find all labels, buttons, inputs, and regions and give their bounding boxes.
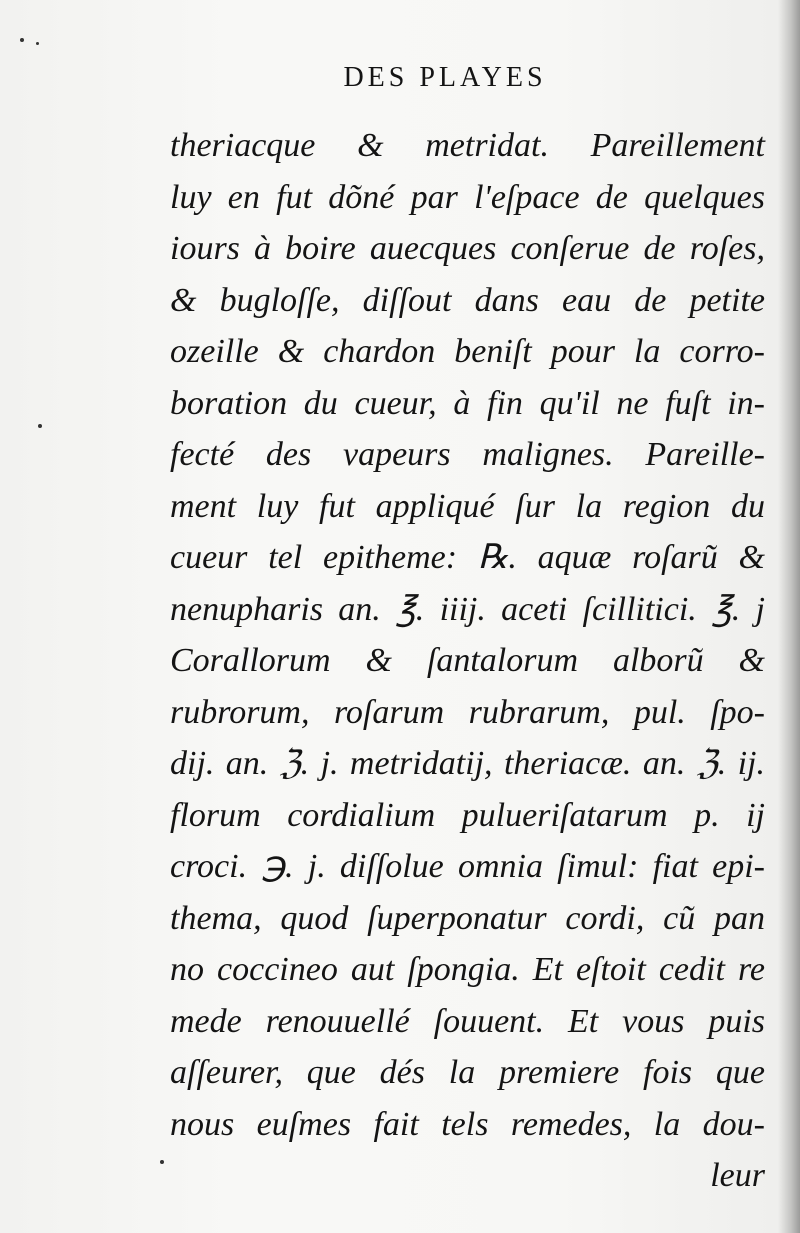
text-line: theriacque & metridat. Pareillement (170, 127, 765, 164)
ink-speck (20, 38, 24, 42)
text-line: luy en fut dõné par l'eſpace de quelques (170, 178, 765, 216)
text-line: & bugloſſe, diſſout dans eau de petite (170, 281, 765, 319)
text-line: cueur tel epitheme: ℞. aquæ roſarũ & (170, 539, 765, 576)
page-gutter-shadow (778, 0, 800, 1233)
body-text (170, 120, 765, 1202)
text-line: ozeille & chardon beniſt pour la corro- (170, 333, 765, 370)
text-line: florum cordialium pulueriſatarum p. ij (170, 796, 765, 834)
ink-speck (36, 42, 39, 45)
catchword: leur (710, 1157, 765, 1194)
text-line: dij. an. ℨ. j. metridatij, theriacæ. an. ℨ. ij. (170, 745, 765, 782)
text-line: nous euſmes fait tels remedes, la dou- (170, 1105, 765, 1143)
text-line: rubrorum, roſarum rubrarum, pul. ſpo- (170, 693, 765, 731)
text-line: croci. ℈. j. diſſolue omnia ſimul: fiat epi- (170, 848, 765, 885)
text-line: thema, quod ſuperponatur cordi, cũ pan (170, 899, 765, 937)
text-line: Corallorum & ſantalorum alborũ & (170, 642, 765, 679)
ink-speck (38, 424, 42, 428)
text-line: nenupharis an. ℥. iiij. aceti ſcillitici. ℥. j (170, 590, 765, 628)
running-head: DES PLAYES (343, 62, 547, 93)
text-line: iours à boire auecques conſerue de roſes, (170, 230, 765, 267)
text-line: aſſeurer, que dés la premiere fois que (170, 1054, 765, 1091)
text-line: no coccineo aut ſpongia. Et eſtoit cedit re (170, 951, 765, 988)
text-line: ment luy fut appliqué ſur la region du (170, 487, 765, 525)
text-line: fecté des vapeurs malignes. Pareille- (170, 436, 765, 473)
text-line: mede renouuellé ſouuent. Et vous puis (170, 1002, 765, 1040)
ink-speck (160, 1160, 164, 1164)
text-line: boration du cueur, à fin qu'il ne fuſt in- (170, 384, 765, 422)
